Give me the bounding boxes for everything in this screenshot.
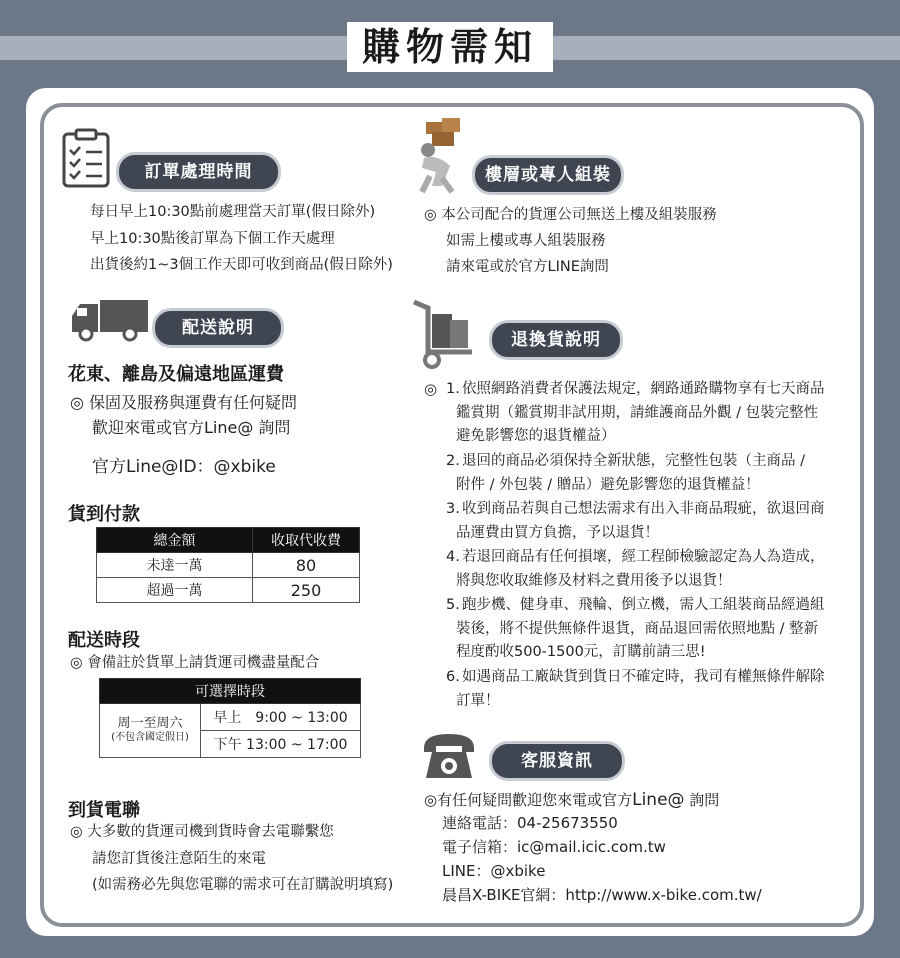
service-line: LINE：@xbike <box>442 862 546 880</box>
table-row <box>97 578 360 603</box>
table-row <box>100 704 361 731</box>
warranty-contact: 歡迎來電或官方Line@ 詢問 <box>92 418 291 437</box>
service-intro-c: 詢問 <box>684 791 720 809</box>
truck-icon <box>70 298 150 342</box>
cod-title: 貨到付款 <box>68 504 140 525</box>
return-item-text: 跑步機、健身車、飛輪、倒立機，需人工組裝商品經過組 <box>462 597 825 613</box>
call-line-3: (如需務必先與您電聯的需求可在訂購說明填寫) <box>92 877 394 893</box>
return-item-text: 如遇商品工廠缺貨到貨日不確定時，我司有權無條件解除 <box>462 669 825 685</box>
return-item-line <box>446 474 805 498</box>
return-item-number: 4. <box>446 549 460 565</box>
return-item-text: 裝後，將不提供無條件退貨，商品退回需依照地點 / 整新 <box>456 620 819 637</box>
return-item-text: 退回的商品必須保持全新狀態，完整性包裝（主商品 / <box>462 453 805 469</box>
time-table <box>99 678 361 758</box>
cod-header-total: 總金額 <box>97 528 253 553</box>
return-item-number: 1. <box>446 381 460 397</box>
call-title: 到貨電聯 <box>68 800 140 821</box>
warranty-question: ◎ 保固及服務與運費有任何疑問 <box>70 393 298 412</box>
return-item-line <box>446 378 825 402</box>
return-item-text: 若退回商品有任何損壞，經工程師檢驗認定為人為造成， <box>462 549 825 565</box>
return-item-text: 程度酌收500-1500元，訂購前請三思! <box>456 644 706 660</box>
cod-cell: 超過一萬 <box>97 578 253 603</box>
return-item <box>446 498 825 545</box>
assembly-line-1: ◎ 本公司配合的貨運公司無送上樓及組裝服務 <box>424 207 717 223</box>
return-item-text: 附件 / 外包裝 / 贈品）避免影響您的退貨權益！ <box>456 476 760 493</box>
time-slot: 下午 13:00 ~ 17:00 <box>201 731 361 758</box>
order-line-3: 出貨後約1~3個工作天即可收到商品(假日除外) <box>90 257 393 273</box>
returns-heading: 退換貨說明 <box>489 320 623 360</box>
return-item-line <box>446 594 825 618</box>
return-item-line <box>446 690 825 714</box>
assembly-heading: 樓層或專人組裝 <box>472 155 624 195</box>
call-line-2: 請您訂貨後注意陌生的來電 <box>92 851 266 867</box>
service-intro <box>424 788 719 812</box>
hand-truck-icon <box>410 298 480 370</box>
day-cell <box>100 704 201 758</box>
return-item <box>446 378 825 449</box>
day-note: (不包含國定假日) <box>111 731 189 743</box>
page-title: 購物需知 <box>347 22 553 72</box>
return-item-text: 將與您收取維修及材料之費用後予以退貨！ <box>456 572 732 589</box>
service-heading: 客服資訊 <box>489 741 625 781</box>
return-item-line <box>446 641 825 665</box>
mover-carrying-boxes-icon <box>412 116 476 196</box>
order-heading: 訂單處理時間 <box>116 152 281 192</box>
return-item-line <box>446 522 825 546</box>
return-item-text: 依照網路消費者保護法規定，網路通路購物享有七天商品 <box>462 381 825 397</box>
return-item <box>446 594 825 665</box>
return-item-text: 品運費由買方負擔，予以退貨！ <box>456 524 659 541</box>
return-item-line <box>446 425 825 449</box>
delivery-heading: 配送說明 <box>152 308 284 348</box>
cod-table <box>96 527 360 603</box>
assembly-line-2: 如需上樓或專人組裝服務 <box>446 233 606 249</box>
service-intro-a: ◎有任何疑問歡迎您來電或官方 <box>424 791 633 809</box>
return-item-line <box>446 546 825 570</box>
return-item-line <box>446 402 825 426</box>
table-row <box>97 553 360 578</box>
return-item-text: 鑑賞期（鑑賞期非試用期，請維護商品外觀 / 包裝完整性 <box>456 404 819 421</box>
assembly-line-3: 請來電或於官方LINE詢問 <box>446 259 609 275</box>
return-item-line <box>446 570 825 594</box>
return-item-line <box>446 666 825 690</box>
return-item-number: 6. <box>446 669 460 685</box>
return-item-line <box>446 498 825 522</box>
return-item <box>446 546 825 593</box>
day-label: 周一至周六 <box>117 715 183 731</box>
cod-cell: 未達一萬 <box>97 553 253 578</box>
order-line-1: 每日早上10:30點前處理當天訂單(假日除外) <box>90 204 376 220</box>
returns-mark: ◎ <box>424 380 438 398</box>
service-phone: 連絡電話：04-25673550 <box>442 814 618 832</box>
service-email: 電子信箱：ic@mail.icic.com.tw <box>442 838 666 856</box>
cod-header-fee: 收取代收費 <box>253 528 360 553</box>
call-line-1: ◎ 大多數的貨運司機到貨時會去電聯繫您 <box>70 824 334 840</box>
cod-cell: 250 <box>253 578 360 603</box>
return-item-text: 訂單！ <box>456 692 500 709</box>
return-item-text: 避免影響您的退貨權益） <box>456 428 616 444</box>
checklist-icon <box>60 128 116 190</box>
line-id: 官方Line@ID：@xbike <box>92 457 276 477</box>
return-item-text: 收到商品若與自己想法需求有出入非商品瑕疵，欲退回商 <box>462 501 825 517</box>
service-website[interactable]: 晨昌X-BIKE官網：http://www.x-bike.com.tw/ <box>442 886 762 904</box>
return-item-line <box>446 450 805 474</box>
order-line-2: 早上10:30點後訂單為下個工作天處理 <box>90 231 335 247</box>
cod-cell: 80 <box>253 553 360 578</box>
return-item-number: 2. <box>446 453 460 469</box>
return-item-number: 3. <box>446 501 460 517</box>
time-title: 配送時段 <box>68 630 140 651</box>
return-item-number: 5. <box>446 597 460 613</box>
time-note: ◎ 會備註於貨單上請貨運司機盡量配合 <box>70 655 320 671</box>
return-item <box>446 450 805 497</box>
region-title: 花東、離島及偏遠地區運費 <box>68 364 284 385</box>
time-slot: 早上 9:00 ~ 13:00 <box>201 704 361 731</box>
telephone-icon <box>420 730 478 782</box>
return-item-line <box>446 618 825 642</box>
time-header: 可選擇時段 <box>100 679 361 704</box>
service-intro-b: Line@ <box>632 790 685 810</box>
return-item <box>446 666 825 713</box>
